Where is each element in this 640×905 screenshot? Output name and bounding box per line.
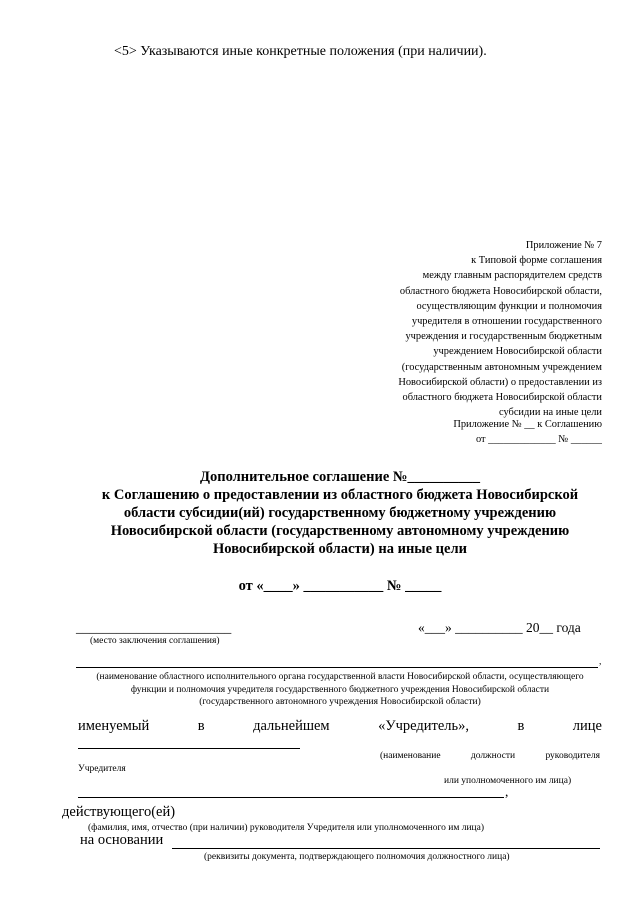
title-line: Новосибирской области) на иные цели [213,541,467,557]
appendix-line: осуществляющим функции и полномочия [416,300,602,312]
agreement-appendix-ref [453,417,602,447]
title-line: области субсидии(ий) государственному бюджетному учреждению [123,505,557,521]
appendix-line: учредителя в отношении государственного [411,316,602,328]
founder-word: лице [572,718,602,734]
place-caption: (место заключения соглашения) [90,636,220,646]
representative-line [78,797,504,798]
representative-comma: , [505,784,509,799]
title-date-number: от «____» ___________ № _____ [238,578,442,594]
document-title [60,468,620,558]
appendix-line: учреждения и государственным бюджетным [405,331,602,343]
acting-caption: (фамилия, имя, отчество (при наличии) руководителя Учредителя или уполномоченного им лица) [88,823,485,833]
appendix-line: учреждением Новосибирской области [433,346,602,358]
organ-caption-line: (государственного автономного учреждения Новосибирской области) [199,697,481,707]
position-caption-authorized: или уполномоченного им лица) [444,776,572,786]
appendix-line: областного бюджета Новосибирской области [402,392,602,404]
founder-word: «Учредитель», [378,718,469,734]
organ-caption-line: (наименование областного исполнительного органа государственной власти Новосибирской области, осуществляющего [96,672,584,682]
founder-word: в [517,718,525,734]
founder-phrase [78,718,602,735]
basis-caption: (реквизиты документа, подтверждающего полномочия должностного лица) [204,852,510,862]
position-caption [380,751,600,761]
position-line [78,748,300,749]
founder-word: в [197,718,205,734]
founder-word: именуемый [78,718,150,734]
organ-caption [60,671,620,709]
appendix-line: Новосибирской области) о предоставлении из [398,376,602,388]
caption-word: (наименование [380,751,441,761]
appendix-from-number: от _____________ № ______ [475,434,602,445]
title-line: Новосибирской области (государственному автономному учреждению [110,523,570,539]
title-line: Дополнительное соглашение №__________ [200,469,480,485]
appendix-header [322,238,602,420]
appendix-line: между главным распорядителем средств [422,270,602,282]
organ-caption-line: функции и полномочия учредителя государственного бюджетного учреждения Новосибирской области [130,684,550,695]
place-line: _______________________ [76,620,232,635]
organ-name-line [76,667,598,668]
basis-line [172,848,600,849]
organ-comma: , [599,657,602,667]
founder-word: дальнейшем [253,718,330,734]
basis-label: на основании [80,832,164,848]
appendix-line: к Типовой форме соглашения [471,255,602,267]
footnote-5: <5> Указываются иные конкретные положения (при наличии). [114,44,487,59]
position-caption-founder: Учредителя [78,764,126,774]
appendix-to-agreement: Приложение № __ к Соглашению [453,419,602,430]
agreement-date: «___» __________ 20__ года [418,620,581,635]
appendix-line: Приложение № 7 [525,240,602,251]
appendix-line: областного бюджета Новосибирской области, [399,285,602,297]
caption-word: руководителя [545,751,600,761]
title-line: к Соглашению о предоставлении из областного бюджета Новосибирской [101,487,579,503]
caption-word: должности [470,751,516,761]
appendix-line: (государственным автономным учреждением [401,361,602,373]
appendix-line: субсидии на иные цели [499,407,602,419]
acting-label: действующего(ей) [62,804,176,820]
